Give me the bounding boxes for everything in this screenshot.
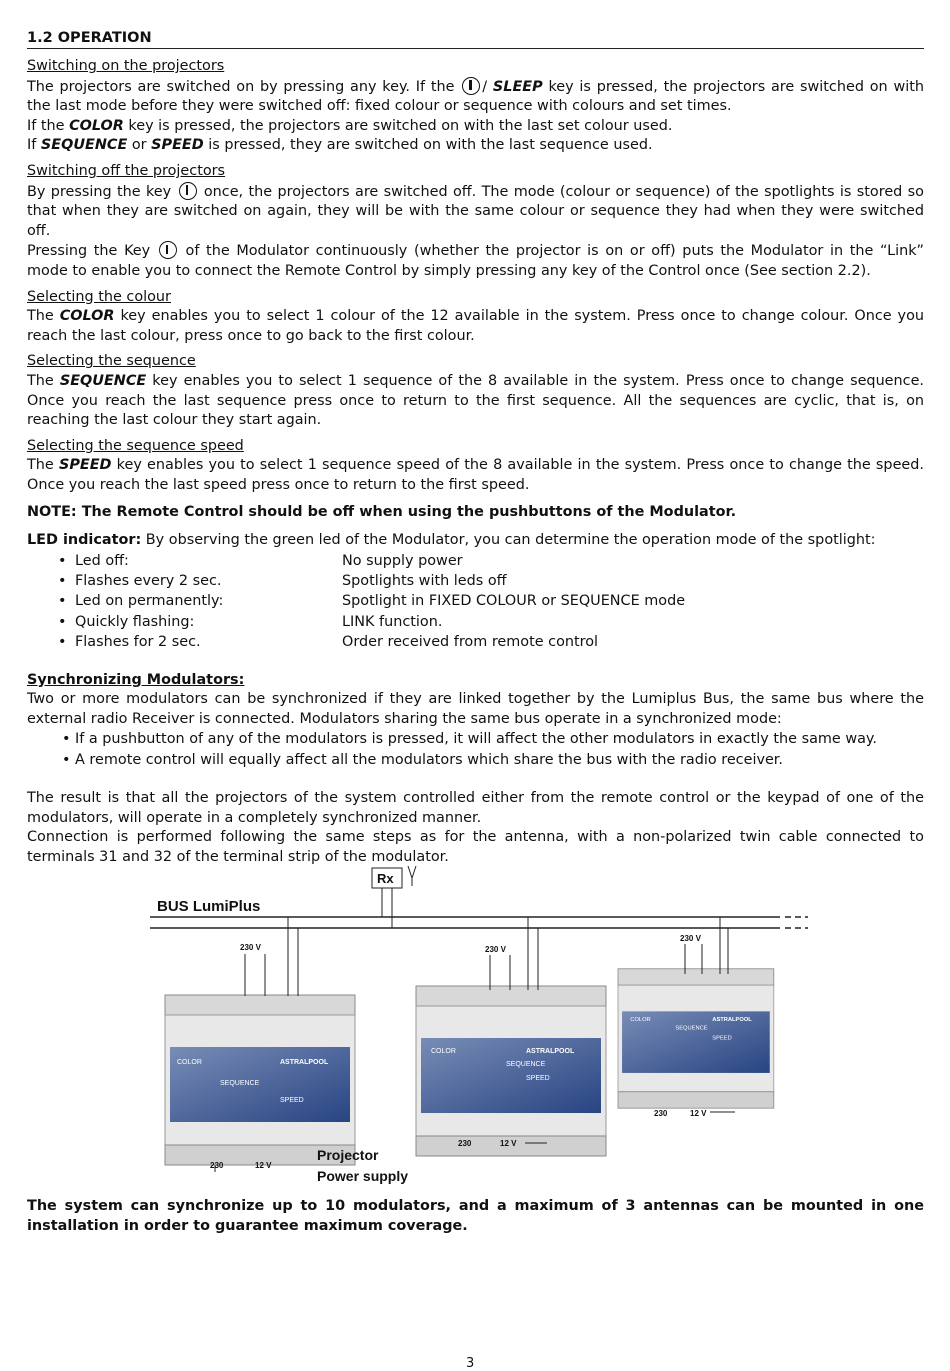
paragraph: The SPEED key enables you to select 1 sequence speed of the 8 available in the system. Press once to change the speed. Once you reach the last speed press once to return to the first speed.	[27, 457, 924, 493]
section-heading: 1.2 OPERATION	[27, 30, 924, 49]
list-item: • Flashes for 2 sec. Order received from remote control	[75, 632, 924, 652]
power-icon	[179, 182, 197, 200]
subheading-sync: Synchronizing Modulators:	[27, 671, 245, 688]
subheading-speed: Selecting the sequence speed	[27, 437, 244, 454]
svg-text:SEQUENCE: SEQUENCE	[220, 1080, 260, 1087]
paragraph: Connection is performed following the same steps as for the antenna, with a non-polarized twin cable connected to terminals 31 and 32 of the terminal strip of the modulator.	[27, 829, 924, 866]
speed-section	[27, 437, 924, 496]
list-item: • If a pushbutton of any of the modulators is pressed, it will affect the other modulators in exactly the same way.	[75, 729, 924, 749]
sync-list	[27, 729, 924, 770]
paragraph: Pressing the Key of the Modulator continuously (whether the projector is on or off) puts the Modulator in the “Link” mode to enable you to connect the Remote Control by simply pressing any key of the Control once (See section 2.2).	[27, 243, 924, 279]
page-number: 3	[466, 1356, 475, 1371]
power-supply-label: Power supply	[317, 1168, 409, 1184]
paragraph: If the COLOR key is pressed, the projectors are switched on with the last set colour used.	[27, 117, 673, 134]
svg-text:SEQUENCE: SEQUENCE	[506, 1061, 546, 1068]
svg-text:COLOR: COLOR	[177, 1059, 202, 1066]
svg-text:12 V: 12 V	[255, 1161, 272, 1170]
paragraph: Two or more modulators can be synchronized if they are linked together by the Lumiplus Bus, the same bus where the external radio Receiver is connected. Modulators sharing the same bus operate in a synchronized mode:	[27, 691, 924, 727]
bus-wiring-diagram	[140, 862, 820, 1192]
svg-text:230 V: 230 V	[485, 945, 506, 954]
subheading-switch-on: Switching on the projectors	[27, 58, 225, 74]
svg-text:230: 230	[458, 1139, 472, 1148]
svg-text:SPEED: SPEED	[712, 1035, 732, 1042]
note: NOTE: The Remote Control should be off when using the pushbuttons of the Modulator.	[27, 504, 737, 521]
switching-on-section	[27, 57, 924, 156]
paragraph: The SEQUENCE key enables you to select 1 sequence of the 8 available in the system. Press once to change sequence. Once you reach the last sequence press once to return to the first sequence. All the sequences are cyclic, that is, on reaching the last colour they start again.	[27, 372, 924, 429]
list-item: • Quickly flashing: LINK function.	[75, 612, 924, 632]
paragraph: The COLOR key enables you to select 1 colour of the 12 available in the system. Press once to change colour. Once you reach the last colour, press once to go back to the first colour.	[27, 308, 924, 344]
svg-text:SEQUENCE: SEQUENCE	[675, 1025, 708, 1032]
list-item: • Led off: No supply power	[75, 551, 924, 571]
projector-label: Projector	[317, 1147, 379, 1163]
led-intro: LED indicator: By observing the green led of the Modulator, you can determine the operation mode of the spotlight:	[27, 532, 876, 549]
svg-text:12 V: 12 V	[690, 1109, 707, 1118]
bus-label: BUS LumiPlus	[157, 898, 261, 915]
paragraph: The result is that all the projectors of the system controlled either from the remote control or the keypad of one of the modulators, will operate in a completely synchronized manner.	[27, 790, 924, 826]
svg-text:SPEED: SPEED	[526, 1075, 550, 1082]
power-icon	[159, 241, 177, 259]
list-item: • Led on permanently: Spotlight in FIXED COLOUR or SEQUENCE mode	[75, 591, 924, 611]
list-item: • Flashes every 2 sec. Spotlights with leds off	[75, 571, 924, 591]
led-list	[27, 551, 924, 653]
subheading-switch-off: Switching off the projectors	[27, 162, 226, 179]
subheading-colour: Selecting the colour	[27, 288, 171, 305]
svg-text:SPEED: SPEED	[280, 1097, 304, 1104]
paragraph: By pressing the key once, the projectors are switched off. The mode (colour or sequence) of the spotlights is stored so that when they are switched on again, they will be with the same colour or sequence they had when they were switched off.	[27, 183, 924, 239]
svg-text:230: 230	[210, 1161, 224, 1170]
rx-label: Rx	[377, 871, 394, 886]
svg-text:230 V: 230 V	[240, 943, 261, 952]
svg-text:ASTRALPOOL: ASTRALPOOL	[280, 1059, 329, 1066]
colour-section	[27, 288, 924, 347]
sequence-section	[27, 352, 924, 430]
paragraph: The projectors are switched on by pressing any key. If the / SLEEP key is pressed, the projectors are switched on with the last mode before they were switched off: fixed colour or sequence with colours and set times.	[27, 78, 924, 115]
svg-text:12 V: 12 V	[500, 1139, 517, 1148]
svg-text:COLOR: COLOR	[431, 1048, 456, 1055]
svg-text:230: 230	[654, 1109, 668, 1118]
subheading-sequence: Selecting the sequence	[27, 353, 196, 370]
svg-text:COLOR: COLOR	[630, 1017, 651, 1024]
svg-text:ASTRALPOOL: ASTRALPOOL	[526, 1048, 575, 1055]
power-icon	[462, 77, 480, 95]
paragraph: If SEQUENCE or SPEED is pressed, they are switched on with the last sequence used.	[27, 137, 653, 154]
svg-text:230 V: 230 V	[680, 934, 701, 943]
svg-text:ASTRALPOOL: ASTRALPOOL	[712, 1017, 752, 1024]
list-item: • A remote control will equally affect all the modulators which share the bus with the radio receiver.	[75, 750, 924, 770]
switching-off-section	[27, 162, 924, 282]
final-note: The system can synchronize up to 10 modulators, and a maximum of 3 antennas can be mounted in one installation in order to guarantee maximum coverage.	[27, 1198, 924, 1234]
